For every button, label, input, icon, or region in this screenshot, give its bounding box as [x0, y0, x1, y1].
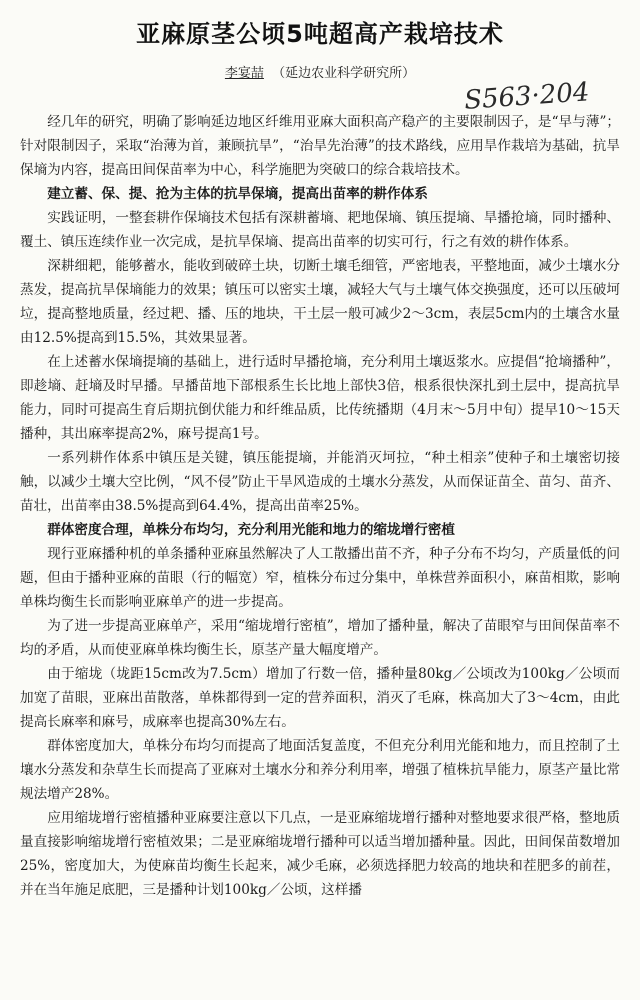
author-name: 李宴喆 [224, 66, 264, 81]
paragraph: 实践证明，一整套耕作保墒技术包括有深耕蓄墒、耙地保墒、镇压提墒、旱播抢墒，同时播种、覆土、镇压连续作业一次完成，是抗旱保墒、提高出苗率的切实可行，行之有效的耕作体系。 [20, 210, 620, 250]
paragraph: 群体密度加大，单株分布均匀而提高了地面活复盖度，不但充分利用光能和地力，而且控制了土壤水分蒸发和杂草生长而提高了亚麻对土壤水分和养分利用率，增强了植株抗旱能力，原茎产量比常规法增产28%。 [20, 738, 620, 802]
document-title: 亚麻原茎公顷5吨超高产栽培技术 [136, 20, 504, 48]
section-heading: 建立蓄、保、提、抢为主体的抗旱保墒，提高出苗率的耕作体系 [47, 186, 428, 202]
paragraph: 应用缩垅增行密植播种亚麻要注意以下几点，一是亚麻缩垅增行播种对整地要求很严格，整地质量直接影响缩垅增行密植效果；二是亚麻缩垅增行播种可以适当增加播种量。因此，田间保苗数增加25%，密度加大，为使麻苗均衡生长起来，减少毛麻，必须选择肥力较高的地块和茬肥多的前茬，并在当年施足底肥，三是播种计划100kg／公顷，这样播 [20, 810, 620, 898]
paragraph: 现行亚麻播种机的单条播种亚麻虽然解决了人工散播出苗不齐，种子分布不均匀，产质量低的问题，但由于播种亚麻的苗眼（行的幅宽）窄，植株分布过分集中，单株营养面积小，麻苗相欺，影响单株均衡生长而影响亚麻单产的进一步提高。 [20, 546, 620, 610]
paragraph: 经几年的研究，明确了影响延边地区纤维用亚麻大面积高产稳产的主要限制因子，是“早与薄”；针对限制因子，采取“治薄为首，兼顾抗旱”，“治旱先治薄”的技术路线，应用旱作栽培为基础，抗旱保墒为内容，提高田间保苗率为中心，科学施肥为突破口的综合栽培技术。 [20, 114, 620, 178]
paragraph: 深耕细耙，能够蓄水，能收到破碎土块，切断土壤毛细管，严密地表，平整地面，减少土壤水分蒸发，提高抗旱保墒能力的效果；镇压可以密实土壤，减轻大气与土壤气体交换强度，还可以压破坷垃，提高整地质量，经过耙、播、压的地块，干土层一般可减少2～3cm，表层5cm内的土壤含水量由12.5%提高到15.5%，其效果显著。 [20, 258, 620, 346]
author-affiliation: （延边农业科学研究所） [272, 66, 416, 81]
paragraph: 由于缩垅（垅距15cm改为7.5cm）增加了行数一倍，播种量80kg／公顷改为100kg／公顷而加宽了苗眼，亚麻出苗散落，单株都得到一定的营养面积，消灭了毛麻，株高加大了3～4cm，由此提高长麻率和麻号，成麻率也提高30%左右。 [20, 666, 620, 730]
article-body [20, 110, 620, 902]
handwritten-code-text: S563·204 [463, 77, 591, 116]
paragraph: 一系列耕作体系中镇压是关键，镇压能提墒，并能消灭坷拉，“种土相亲”使种子和土壤密切接触，以减少土壤大空比例，“风不侵”防止干旱风造成的土壤水分蒸发，从而保证苗全、苗匀、苗齐、苗壮，出苗率由38.5%提高到64.4%，提高出苗率25%。 [20, 450, 620, 514]
paragraph: 为了进一步提高亚麻单产，采用“缩垅增行密植”，增加了播种量，解决了苗眼窄与田间保苗率不均的矛盾，从而使亚麻单株均衡生长，原茎产量大幅度增产。 [20, 618, 620, 658]
section-heading: 群体密度合理，单株分布均匀，充分利用光能和地力的缩垅增行密植 [47, 522, 455, 538]
paragraph: 在上述蓄水保墒提墒的基础上，进行适时早播抢墒，充分利用土壤返浆水。应提倡“抢墒播种”，即趁墒、赶墒及时早播。早播苗地下部根系生长比地上部快3倍，根系很快深扎到土层中，提高抗旱能力，同时可提高生育后期抗倒伏能力和纤维品质，比传统播期（4月末～5月中旬）提早10～15天播种，其出麻率提高2%，麻号提高1号。 [20, 354, 620, 442]
